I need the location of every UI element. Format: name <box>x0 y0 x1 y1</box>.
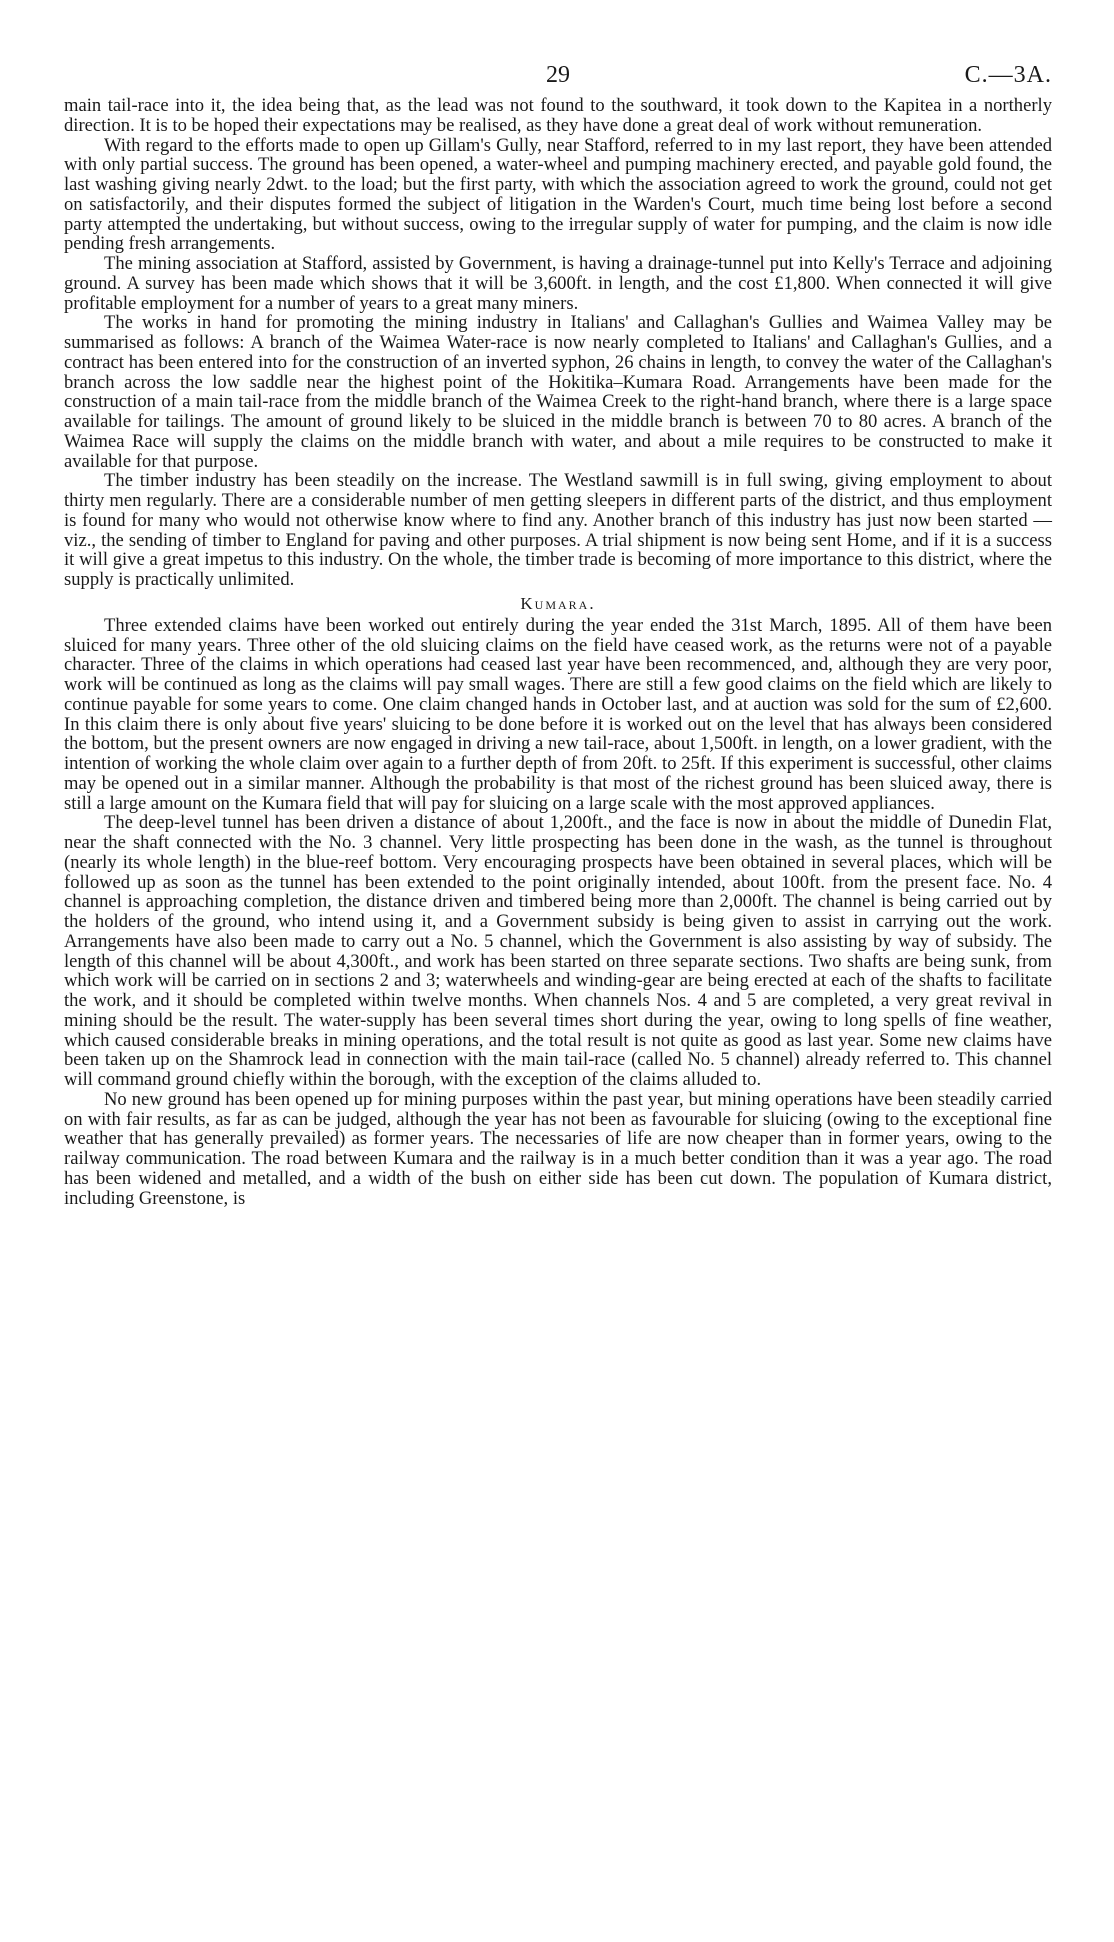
paragraph: The deep-level tunnel has been driven a distance of about 1,200ft., and the face is now in about the middle of Dunedin Flat, near the shaft connected with the No. 3 channel. Very little prospecting has been done in the wash, as the tunnel is throughout (nearly its whole length) in the blue-reef bottom. Very encouraging prospects have been obtained in several places, which will be followed up as soon as the tunnel has been extended to the point originally intended, about 100ft. from the present face. No. 4 channel is approaching completion, the distance driven and timbered being more than 2,000ft. The channel is being carried out by the holders of the ground, who intend using it, and a Government subsidy is being given to assist in carrying out the work. Arrangements have also been made to carry out a No. 5 channel, which the Government is also assisting by way of subsidy. The length of this channel will be about 4,300ft., and work has been started on three separate sections. Two shafts are being sunk, from which work will be carried on in sections 2 and 3; waterwheels and winding-gear are being erected at each of the shafts to facilitate the work, and it should be completed within twelve months. When channels Nos. 4 and 5 are completed, a very great revival in mining should be the result. The water-supply has been several times short during the year, owing to long spells of fine weather, which caused considerable breaks in mining operations, and the total result is not quite as good as last year. Some new claims have been taken up on the Shamrock lead in connection with the main tail-race (called No. 5 channel) already referred to. This channel will command ground chiefly within the borough, with the exception of the claims alluded to. <box>64 812 1052 1090</box>
paragraph: The timber industry has been steadily on the increase. The Westland sawmill is in full swing, giving employment to about thirty men regularly. There are a considerable number of men getting sleepers in different parts of the district, and thus employment is found for many who would not otherwise know where to find any. Another branch of this industry has just now been started —viz., the sending of timber to England for paving and other purposes. A trial shipment is now being sent Home, and if it is a success it will give a great impetus to this industry. On the whole, the timber trade is becoming of more importance to this district, where the supply is practically unlimited. <box>64 470 1052 590</box>
page-header <box>64 56 1052 96</box>
page-number: 29 <box>546 62 570 88</box>
document-code: C.—3A. <box>964 62 1052 88</box>
document-page <box>64 56 1052 1208</box>
paragraph: Three extended claims have been worked out entirely during the year ended the 31st March, 1895. All of them have been sluiced for many years. Three other of the old sluicing claims on the field have ceased work, as the returns were not of a payable character. Three of the claims in which operations had ceased last year have been recommenced, and, although they are very poor, work will be continued as long as the claims will pay small wages. There are still a few good claims on the field which are likely to continue payable for some years to come. One claim changed hands in October last, and at auction was sold for the sum of £2,600. In this claim there is only about five years' sluicing to be done before it is worked out on the level that has always been considered the bottom, but the present owners are now engaged in driving a new tail-race, about 1,500ft. in length, on a lower gradient, with the intention of working the whole claim over again to a further depth of from 20ft. to 25ft. If this experiment is successful, other claims may be opened out in a similar manner. Although the probability is that most of the richest ground has been sluiced away, there is still a large amount on the Kumara field that will pay for sluicing on a large scale with the most approved appliances. <box>64 614 1052 814</box>
body-text <box>64 96 1052 1208</box>
paragraph: main tail-race into it, the idea being that, as the lead was not found to the southward, it took down to the Kapitea in a northerly direction. It is to be hoped their expectations may be realised, as they have done a great deal of work without remuneration. <box>64 95 1052 136</box>
section-heading: Kumara. <box>520 593 596 613</box>
paragraph: With regard to the efforts made to open up Gillam's Gully, near Stafford, referred to in my last report, they have been attended with only partial success. The ground has been opened, a water-wheel and pumping machinery erected, and payable gold found, the last washing giving nearly 2dwt. to the load; but the first party, with which the association agreed to work the ground, could not get on satisfactorily, and their disputes formed the subject of litigation in the Warden's Court, much time being lost before a second party attempted the undertaking, but without success, owing to the irregular supply of water for pumping, and the claim is now idle pending fresh arrangements. <box>64 134 1052 255</box>
paragraph: No new ground has been opened up for mining purposes within the past year, but mining operations have been steadily carried on with fair results, as far as can be judged, although the year has not been as favourable for sluicing (owing to the exceptional fine weather that has generally prevailed) as former years. The necessaries of life are now cheaper than in former years, owing to the railway communication. The road between Kumara and the railway is in a much better condition than it was a year ago. The road has been widened and metalled, and a width of the bush on either side has been cut down. The population of Kumara district, including Greenstone, is <box>64 1088 1052 1209</box>
paragraph: The mining association at Stafford, assisted by Government, is having a drainage-tunnel put into Kelly's Terrace and adjoining ground. A survey has been made which shows that it will be 3,600ft. in length, and the cost £1,800. When connected it will give profitable employment for a number of years to a great many miners. <box>64 253 1052 314</box>
paragraph: The works in hand for promoting the mining industry in Italians' and Callaghan's Gullies and Waimea Valley may be summarised as follows: A branch of the Waimea Water-race is now nearly completed to Italians' and Callaghan's Gullies, and a contract has been entered into for the construction of an inverted syphon, 26 chains in length, to convey the water of the Callaghan's branch across the low saddle near the highest point of the Hokitika–Kumara Road. Arrangements have been made for the construction of a main tail-race from the middle branch of the Waimea Creek to the right-hand branch, where there is a large space available for tailings. The amount of ground likely to be sluiced in the middle branch is between 70 to 80 acres. A branch of the Waimea Race will supply the claims on the middle branch with water, and about a mile requires to be constructed to make it available for that purpose. <box>64 312 1052 472</box>
